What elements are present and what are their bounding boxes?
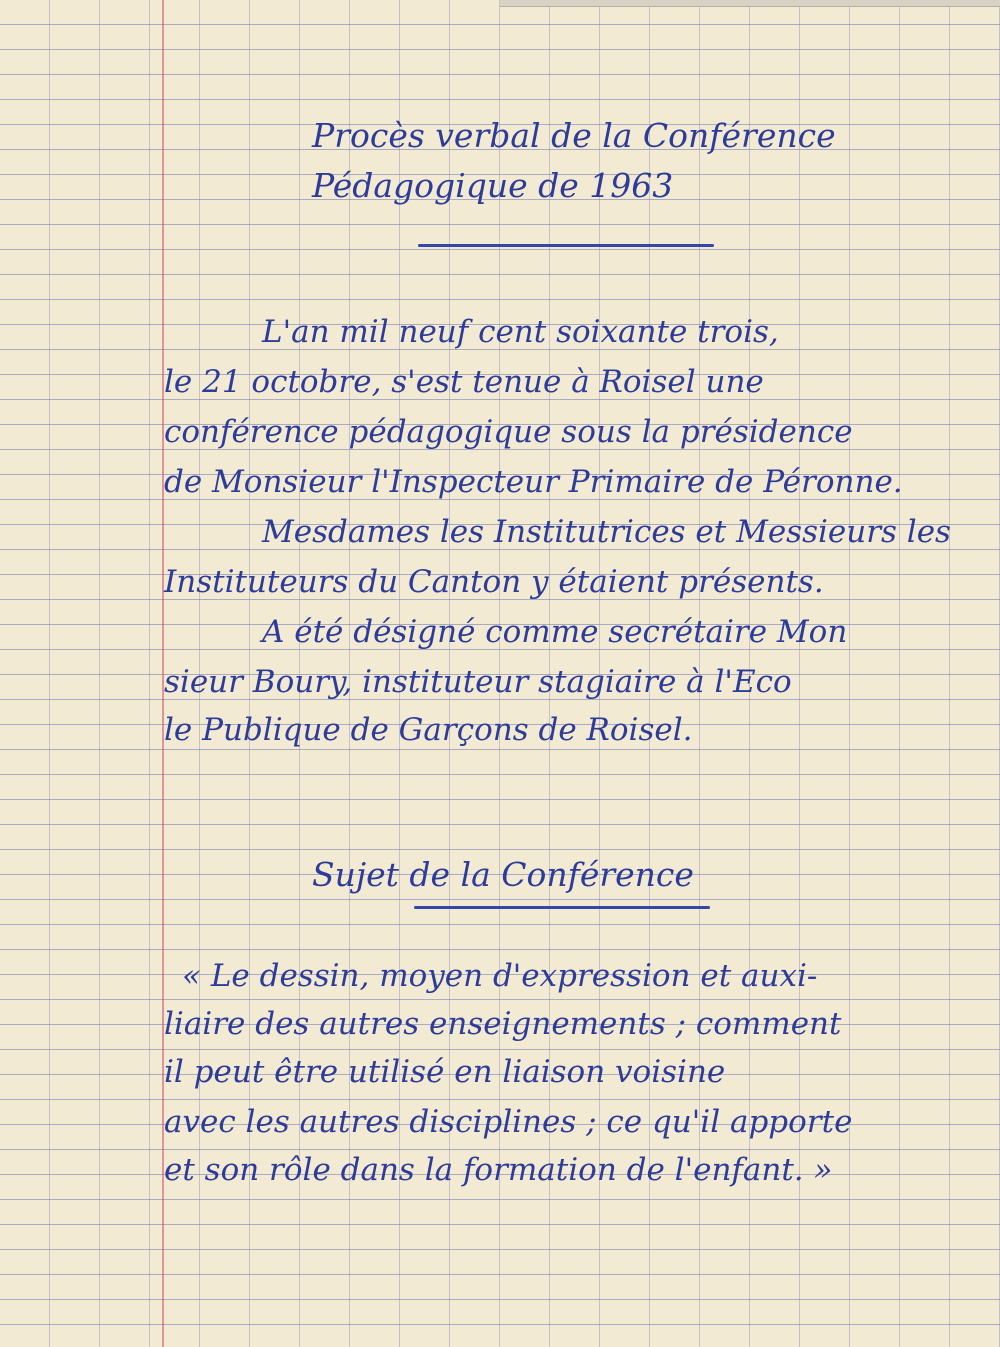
subject-heading: Sujet de la Conférence [312,855,694,894]
page-tab [500,0,1000,7]
body-line-4: de Monsieur l'Inspecteur Primaire de Péronne. [164,464,903,500]
body-line-9: le Publique de Garçons de Roisel. [164,712,693,748]
subject-line-1: « Le dessin, moyen d'expression et auxi- [182,958,818,994]
body-line-1: L'an mil neuf cent soixante trois, [262,314,779,350]
body-line-5: Mesdames les Institutrices et Messieurs les [262,514,951,550]
body-line-7: A été désigné comme secrétaire Mon [262,614,848,650]
title-underline [418,244,714,247]
subject-line-4: avec les autres disciplines ; ce qu'il apporte [164,1104,853,1140]
body-line-6: Instituteurs du Canton y étaient présents. [164,564,824,600]
title-line-2: Pédagogique de 1963 [312,166,674,205]
subject-underline [414,906,710,909]
body-line-8: sieur Boury, instituteur stagiaire à l'Eco [164,664,792,700]
subject-line-3: il peut être utilisé en liaison voisine [164,1054,726,1090]
body-line-2: le 21 octobre, s'est tenue à Roisel une [164,364,764,400]
title-line-1: Procès verbal de la Conférence [312,116,836,155]
subject-line-2: liaire des autres enseignements ; comment [164,1006,842,1042]
subject-line-5: et son rôle dans la formation de l'enfant. » [164,1152,833,1188]
body-line-3: conférence pédagogique sous la présidence [164,414,853,450]
